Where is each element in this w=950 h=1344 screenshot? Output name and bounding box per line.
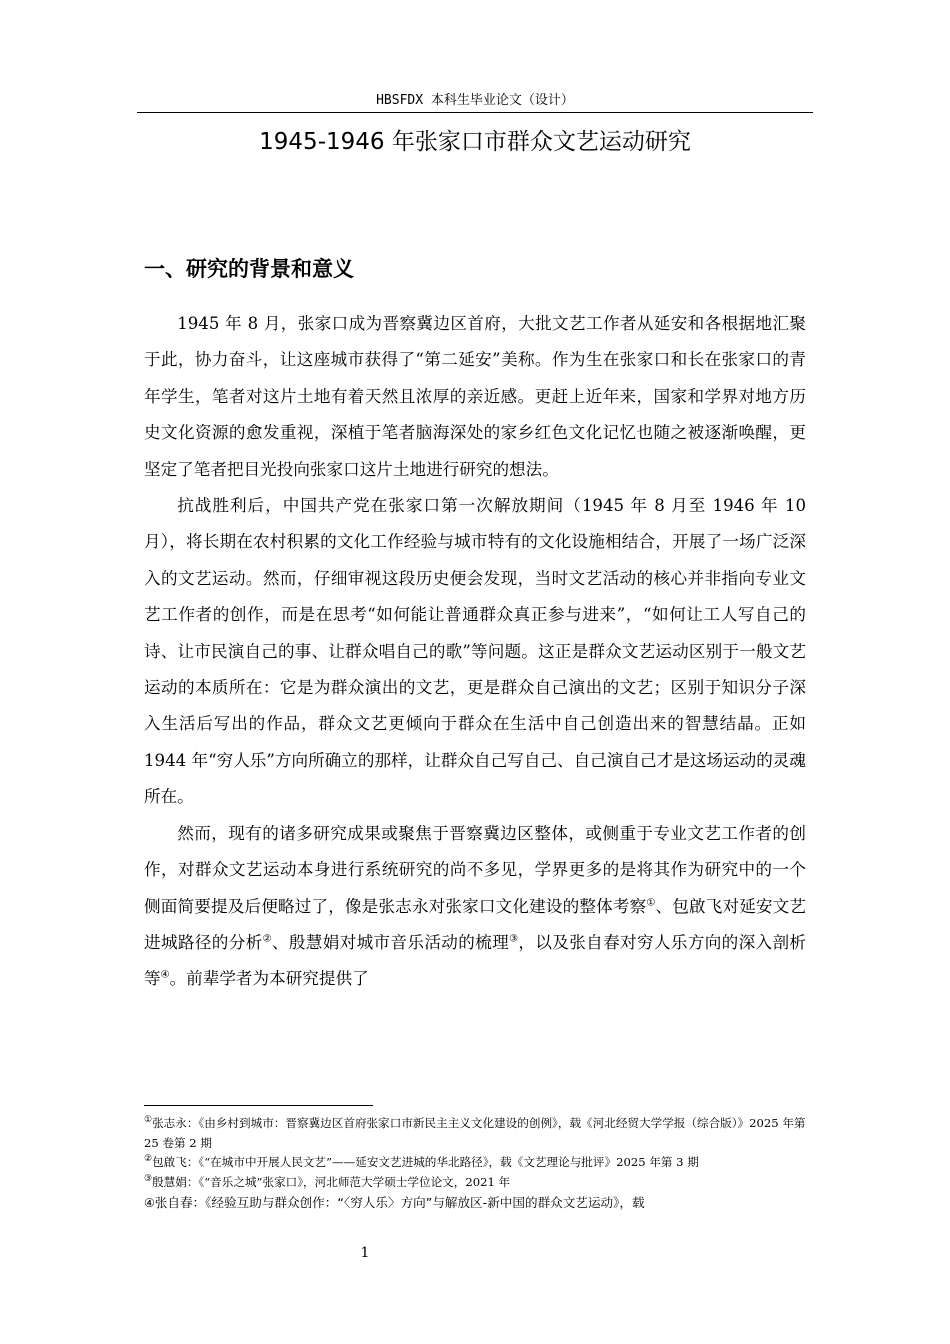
paragraph-3-text: 、殷慧娟对城市音乐活动的梳理 [271,932,510,952]
paragraph-3-text: 。前辈学者为本研究提供了 [169,969,369,989]
header-rule [137,112,813,113]
paragraph-1: 1945 年 8 月，张家口成为晋察冀边区首府，大批文艺工作者从延安和各根据地汇聚于此，协力奋斗，让这座城市获得了“第二延安”美称。作为生在张家口和长在张家口的青年学生，笔者对这片土地有着天然且浓厚的亲近感。更赶上近年来，国家和学界对地方历史文化资源的愈发重视，深植于笔者脑海深处的家乡红色文化记忆也随之被逐渐唤醒，更坚定了笔者把目光投向张家口这片土地进行研究的想法。 [144,314,806,479]
footnote-3 [144,1173,810,1193]
footnote-1 [144,1114,810,1153]
paragraph-3 [144,816,806,998]
footnote-ref-2[interactable]: ② [262,933,272,945]
footnotes [144,1114,810,1214]
paragraph-3-text: 然而，现有的诸多研究成果或聚焦于晋察冀边区整体，或侧重于专业文艺工作者的创作，对群众文艺运动本身进行系统研究的尚不多见，学界更多的是将其作为研究中的一个侧面简要提及后便略过了，像是张志永对张家口文化建设的整体考察 [144,823,806,916]
body-text [144,306,806,998]
footnote-text: 殷慧娟：《“音乐之城”张家口》，河北师范大学硕士学位论文，2021 年 [152,1174,511,1189]
footnote-mark: ① [144,1115,153,1126]
footnote-text: 张志永：《由乡村到城市：晋察冀边区首府张家口市新民主主义文化建设的创例》，载《河北经贸大学学报（综合版）》2025 年第 25 卷第 2 期 [144,1116,806,1150]
footnote-ref-1[interactable]: ① [646,896,656,908]
footnote-2 [144,1153,810,1173]
footnote-mark: ③ [144,1173,153,1184]
section-heading: 一、研究的背景和意义 [144,257,354,281]
footnote-mark: ② [144,1154,153,1165]
page-number: 1 [360,1245,370,1261]
document-title: 1945-1946 年张家口市群众文艺运动研究 [259,129,691,155]
footnote-text: 包啟飞：《“在城市中开展人民文艺”——延安文艺进城的华北路径》，载《文艺理论与批评》2025 年第 3 期 [152,1155,699,1169]
footnote-ref-4[interactable]: ④ [160,969,170,981]
footnote-separator [144,1105,373,1106]
paragraph-3-text: ，以及张自春对穷人乐方向的深入剖析等 [144,932,807,989]
paragraph-3-text: 、包啟飞对延安文艺进城路径的分析 [144,896,807,952]
footnote-ref-3[interactable]: ③ [509,933,519,945]
running-header: HBSFDX 本科生毕业论文（设计） [376,93,574,108]
footnote-mark: ④ [144,1196,155,1210]
footnote-text: 张自春：《经验互助与群众创作：“〈穷人乐〉方向”与解放区-新中国的群众文艺运动》，载 [154,1195,645,1210]
paragraph-2: 抗战胜利后，中国共产党在张家口第一次解放期间（1945 年 8 月至 1946 年 10 月），将长期在农村积累的文化工作经验与城市特有的文化设施相结合，开展了一场广泛深入的文艺运动。然而，仔细审视这段历史便会发现，当时文艺活动的核心并非指向专业文艺工作者的创作，而是在思考“如何能让普通群众真正参与进来”，“如何让工人写自己的诗、让市民演自己的事、让群众唱自己的歌”等问题。这正是群众文艺运动区别于一般文艺运动的本质所在：它是为群众演出的文艺，更是群众自己演出的文艺；区别于知识分子深入生活后写出的作品，群众文艺更倾向于群众在生活中自己创造出来的智慧结晶。正如 1944 年“穷人乐”方向所确立的那样，让群众自己写自己、自己演自己才是这场运动的灵魂所在。 [144,496,806,807]
footnote-4 [144,1192,810,1214]
